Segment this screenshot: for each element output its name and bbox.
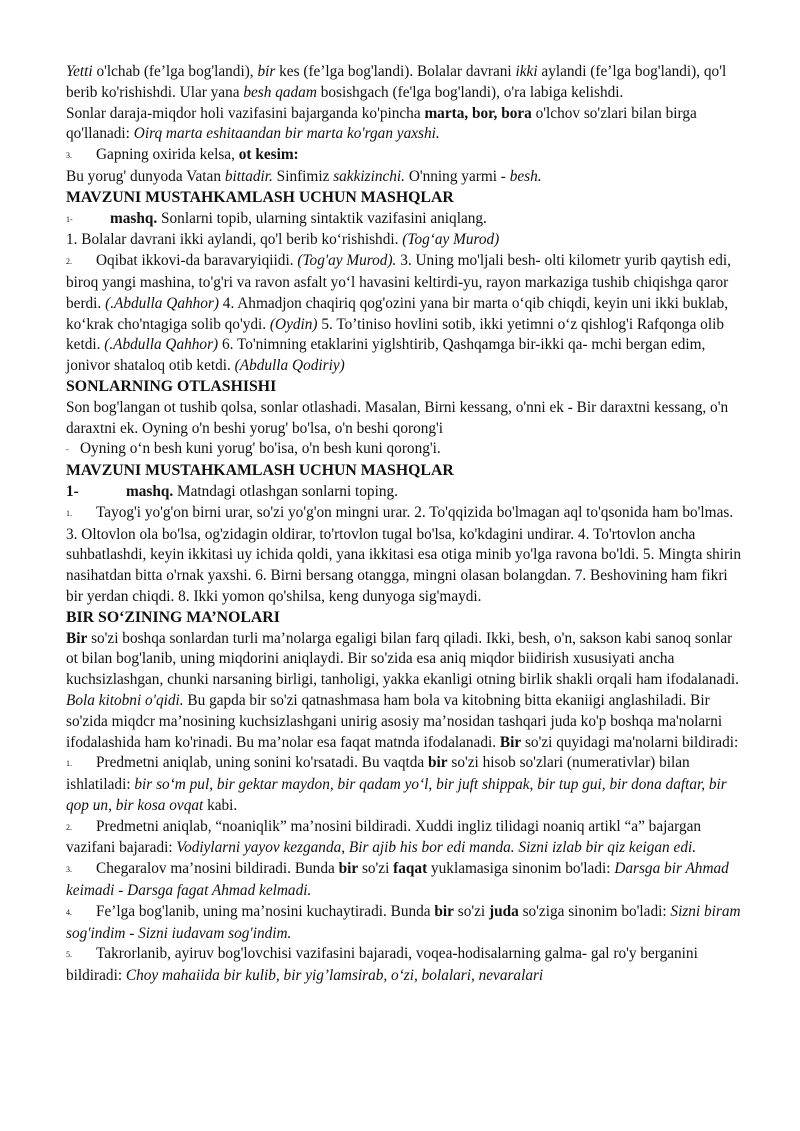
list-marker: 5. [66, 950, 72, 960]
text-run: 4. Ahmadjon chaqiriq qog'ozini yana bir marta o‘qib chiqdi, keyin uni ikki buklab, ko‘krak cho'ntagiga solib qo'ydi. [66, 294, 729, 333]
text-run: Predmetni aniqlab, “noaniqlik” ma’nosini bildiradi. Xuddi ingliz tilidagi noaniq artikl “a” bajargan vazifani bajaradi: [66, 817, 702, 857]
exercise-label: mashq. [110, 209, 158, 227]
bold-term: Bir [66, 629, 88, 647]
exercise-instruction: Sonlarni topib, ularning sintaktik vazifasini aniqlang. [157, 209, 487, 227]
paragraph-daraja-miqdor [66, 104, 744, 146]
text-run: 1. Bolalar davrani ikki aylandi, qo'l berib ko‘rishishdi. [66, 231, 403, 249]
text-run: so'ziga sinonim bo'ladi: [518, 902, 671, 920]
bold-term: Bir [499, 733, 522, 751]
text-run: yuklamasiga sinonim bo'ladi: [427, 860, 615, 878]
example-sentence: Oirq marta eshitaandan bir marta ko'rgan yaxshi. [133, 125, 440, 143]
example-word: besh qadam [243, 83, 317, 101]
meaning-item-1 [66, 753, 744, 816]
list-item-ot-kesim [66, 145, 744, 167]
text-run: Sinfimiz [272, 167, 334, 185]
text-run: o'lchov so'zlari bilan birga qo'llanadi: [66, 104, 697, 143]
bold-term: bir [338, 860, 359, 878]
text-run: bosishgach (fe'lga bog'landi), o'ra labiga kelishdi. [316, 83, 624, 101]
example-word: ikki [515, 63, 538, 80]
text-run: Chegaralov ma’nosini bildiradi. Bunda [96, 860, 339, 878]
bold-term: faqat [393, 860, 428, 878]
example-list: bir so‘m pul, bir gektar maydon, bir qadam yo‘l, bir juft shippak, bir tup gui, bir dona daftar, bir qop un, bir kosa ovqat [66, 776, 727, 814]
text-run: Oyning o‘n besh kuni yorug' bo'isa, o'n besh kuni qorong'i. [80, 440, 441, 458]
exercise-instruction: Matndagi otlashgan sonlarni toping. [173, 482, 398, 500]
source-citation: (Oydin) [269, 315, 318, 333]
text-run: Bu gapda bir so'zi qatnashmasa ham bola va kitobning bitta ekaniigi anglashiladi. Bir so'zida miqdcr ma’nosining kuchsizlashgani unirig asosiy ma’nosidan tashqari juda ko'p boshqa ma'nolarni ifodalashida ham ko'rinadi. Bu ma’nolar esa faqat matnda ifodalanadi. [66, 691, 723, 751]
list-marker: 1. [66, 508, 72, 518]
example-word: sakkizinchi. [333, 167, 405, 185]
bold-term: juda [488, 902, 519, 920]
bold-term: ot kesim: [238, 146, 299, 164]
source-citation: (.Abdulla Qahhor) [105, 294, 219, 312]
list-marker: 3. [66, 151, 72, 161]
example-sentence: Vodiylarni yayov kezganda, Bir ajib his bor edi manda. Sizni izlab bir qiz keigan edi. [176, 839, 697, 857]
text-run: so'zi [453, 902, 489, 920]
section-heading-mashqlar-1: MAVZUNI MUSTAHKAMLASH UCHUN MASHQLAR [66, 188, 454, 206]
exercise-label: mashq. [126, 482, 174, 500]
list-marker: 3. [66, 865, 72, 875]
paragraph-otlashishi: Son bog'langan ot tushib qolsa, sonlar otlashadi. Masalan, Birni kessang, o'nni ek - Bir daraxtni kessang, o'n daraxtni ek. Oyning o'n beshi yorug' bo'lsa, o'n beshi qorong'i [66, 398, 729, 437]
text-run: Tayog'i yo'g'on birni urar, so'zi yo'g'on mingni urar. 2. To'qqizida bo'lmagan aql to'qsonida ham bo'lmas. 3. Oltovlon ola bo'lsa, og'zidagin oldirar, to'rtovlon tugal bo'lsa, ko'kdagini undirar. 4. To'rtovlon ancha suhbatlashdi, keyin ikkitasi uy ichida qoldi, yana ikkitasi esa otiga minib yo'lga ravona bo'ldi. 5. Mingta shirin nasihatdan bitta o'rnak yaxshi. 6. Birni bersang otangga, mingni olasan bolangdan. 7. Beshovining ham fikri bir yerdan chiqdi. 8. Ikki yomon qo'shilsa, keng dunyoga sig'maydi. [66, 503, 742, 605]
text-run: Gapning oxirida kelsa, [96, 146, 239, 164]
paragraph-bir-yetti [66, 62, 744, 104]
source-citation: (Tog‘ay Murod) [402, 231, 500, 249]
text-run: kabi. [203, 796, 238, 814]
list-marker: 2. [66, 822, 72, 832]
bold-term: bir [428, 754, 448, 772]
exercise-1-body [66, 251, 744, 377]
bold-terms: marta, bor, bora [424, 104, 532, 122]
text-run: Takrorlanib, ayiruv bog'lovchisi vazifasini bajaradi, voqea-hodisalarning galma- gal ro'y berganini bildiradi: [66, 945, 698, 985]
text-run: so'zi quyidagi ma'nolarni bildiradi: [521, 733, 739, 751]
text-run: Bu yorug' dunyoda Vatan [66, 167, 225, 185]
text-run: so'zi [358, 860, 394, 878]
exercise-heading-1 [66, 209, 744, 231]
meaning-item-2 [66, 817, 744, 860]
section-heading-mashqlar-2: MAVZUNI MUSTAHKAMLASH UCHUN MASHQLAR [66, 462, 454, 480]
exercise-2-body [66, 503, 744, 608]
example-sentence: Bola kitobni o'qidi. [66, 691, 184, 709]
meaning-item-4 [66, 902, 744, 945]
text-run: so'zi boshqa sonlardan turli ma’nolarga egaligi bilan farq qiladi. Ikki, besh, o'n, sakson kabi sanoq sonlar ot bilan bog'lanib, uning miqdorini aniqlaydi. Bir so'zida esa aniq miqdor biidirish xususiyati ancha kuchsizlashgan, chunki narsaning birligi, tanholigi, yakka ekanligi otning birlik shakli orqali ham ifodalanadi. [66, 629, 739, 689]
list-marker: - [66, 445, 69, 455]
text-run: Sonlar daraja-miqdor holi vazifasini bajarganda ko'pincha [66, 104, 425, 122]
source-citation: (Abdulla Qodiriy) [234, 357, 345, 375]
exercise-marker: 1- [66, 214, 73, 224]
text-run: O'nning yarmi - [405, 167, 510, 185]
exercise-heading-2 [66, 482, 744, 503]
example-sentence: Choy mahaiida bir kulib, bir yig’lamsirab, o‘zi, bolalari, nevaralari [125, 967, 544, 985]
bold-term: bir [434, 902, 454, 920]
meaning-item-5 [66, 944, 744, 987]
text-run: o'lchab (fe’lga bog'landi), [92, 63, 258, 80]
example-word: Yetti [66, 63, 93, 80]
text-run: 5. To’tiniso hovlini sotib, ikki yetimni o‘z qishlog'i Rafqonga olib ketdi. [66, 315, 724, 354]
list-item-oyning [66, 439, 744, 461]
list-marker: 1. [66, 759, 72, 769]
exercise-1-line-1 [66, 230, 744, 251]
text-run: 3. Uning mo'ljali besh- olti kilometr yurib qaytish edi, biroq yangi mashina, to'g'ri va ravon asfalt yo‘l havasini keltirdi-yu, rayon markaziga tushib chiqishga qaror berdi. [66, 252, 731, 312]
source-citation: (.Abdulla Qahhor) [104, 336, 219, 354]
text-run: Predmetni aniqlab, uning sonini ko'rsatadi. Bu vaqtda [96, 754, 429, 772]
exercise-marker: 1- [66, 482, 79, 500]
example-sentence: Darsga bir Ahmad keimadi - Darsga fagat Ahmad kelmadi. [66, 860, 729, 900]
text-run: so'zi hisob so'zlari (numerativlar) bilan ishlatiladi: [66, 754, 690, 794]
list-marker: 2. [66, 257, 72, 267]
text-run: aylandi (fe’lga bog'landi), qo'l berib ko'rishishdi. Ular yana [66, 63, 727, 101]
source-citation: (Tog'ay Murod). [297, 252, 397, 270]
example-word: bittadir. [224, 167, 273, 185]
text-run: 6. To'nimning etaklarini yiglshtirib, Qashqamga bir-ikki qa- mchi bergan edim, jonivor shataloq otib ketdi. [66, 336, 706, 375]
text-run: Fe’lga bog'lanib, uning ma’nosini kuchaytiradi. Bunda [96, 902, 435, 920]
example-sentence: Sizni biram sog'indim - Sizni iudavam sog'indim. [66, 902, 741, 942]
text-run: Oqibat ikkovi-da baravaryiqiidi. [96, 252, 298, 270]
section-heading-otlashishi: SONLARNING OTLASHISHI [66, 377, 277, 395]
example-word: bir [257, 63, 276, 80]
example-word: besh. [509, 167, 542, 185]
paragraph-vatan-example [66, 167, 744, 188]
paragraph-bir-intro [66, 629, 744, 754]
list-marker: 4. [66, 907, 72, 917]
text-run: kes (fe’lga bog'landi). Bolalar davrani [275, 63, 516, 80]
section-heading-bir-sozi: BIR SO‘ZINING MA’NOLARI [66, 608, 280, 626]
meaning-item-3 [66, 859, 744, 902]
